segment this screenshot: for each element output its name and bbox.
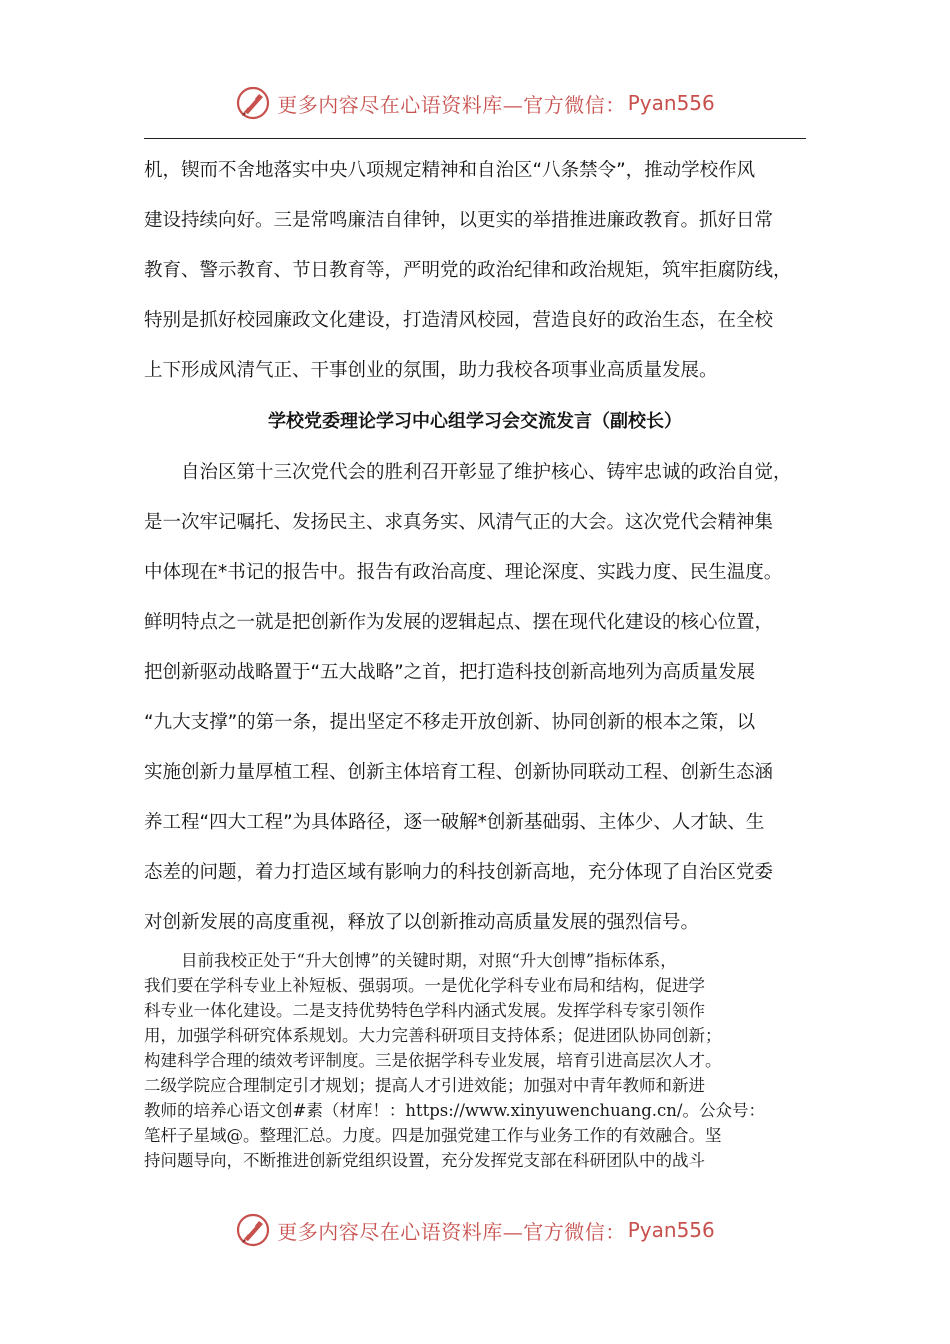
text-line: 上下形成风清气正、干事创业的氛围，助力我校各项事业高质量发展。	[144, 360, 718, 381]
text-line: 养工程“四大工程”为具体路径，逐一破解*创新基础弱、主体少、人才缺、生	[144, 812, 765, 833]
text-line: 特别是抓好校园廉政文化建设，打造清风校园，营造良好的政治生态，在全校	[144, 310, 774, 331]
text-line: 机，锲而不舍地落实中央八项规定精神和自治区“八条禁令”，推动学校作风	[144, 160, 756, 181]
banner-wechat-id: Pyan556	[627, 91, 715, 115]
text-line: 构建科学合理的绩效考评制度。三是依据学科专业发展，培育引进高层次人才。	[144, 1051, 722, 1070]
text-line: 把创新驱动战略置于“五大战略”之首，把打造科技创新高地列为高质量发展	[144, 662, 756, 683]
serif-paragraph	[144, 948, 806, 1173]
banner-text: 更多内容尽在心语资料库—官方微信：	[277, 92, 626, 117]
text-line: 教育、警示教育、节日教育等，严明党的政治纪律和政治规矩，筑牢拒腐防线，	[144, 260, 792, 281]
text-line: 持问题导向，不断推进创新党组织设置，充分发挥党支部在科研团队中的战斗	[144, 1151, 705, 1170]
text-line: 是一次牢记嘱托、发扬民主、求真务实、风清气正的大会。这次党代会精神集	[144, 512, 774, 533]
text-line: 中体现在*书记的报告中。报告有政治高度、理论深度、实践力度、民生温度。	[144, 562, 783, 583]
text-line: 实施创新力量厚植工程、创新主体培育工程、创新协同联动工程、创新生态涵	[144, 762, 774, 783]
header-divider	[144, 138, 806, 139]
text-line: 教师的培养心语文创#素（材库！：https://www.xinyuwenchuang.cn/。公众号：	[144, 1101, 765, 1120]
text-line: 目前我校正处于“升大创博”的关键时期，对照“升大创博”指标体系，	[181, 951, 677, 970]
quill-pen-icon	[235, 1212, 271, 1248]
text-line: 自治区第十三次党代会的胜利召开彰显了维护核心、铸牢忠诚的政治自觉，	[181, 462, 792, 483]
text-line: 我们要在学科专业上补短板、强弱项。一是优化学科专业布局和结构，促进学	[144, 976, 705, 995]
section-title: 学校党委理论学习中心组学习会交流发言（副校长）	[268, 411, 682, 432]
text-line: 建设持续向好。三是常鸣廉洁自律钟，以更实的举措推进廉政教育。抓好日常	[144, 210, 774, 231]
body-paragraph	[144, 458, 806, 958]
text-line: 鲜明特点之一就是把创新作为发展的逻辑起点、摆在现代化建设的核心位置，	[144, 612, 774, 633]
text-line: 态差的问题，着力打造区域有影响力的科技创新高地，充分体现了自治区党委	[144, 862, 774, 883]
intro-paragraph	[144, 156, 806, 406]
quill-pen-icon	[235, 85, 271, 121]
header-banner	[0, 78, 950, 128]
text-line: 笔杆子星域@。整理汇总。力度。四是加强党建工作与业务工作的有效融合。坚	[144, 1126, 722, 1145]
text-line: 用，加强学科研究体系规划。大力完善科研项目支持体系；促进团队协同创新；	[144, 1026, 722, 1045]
text-line: 二级学院应合理制定引才规划；提高人才引进效能；加强对中青年教师和新进	[144, 1076, 705, 1095]
text-line: 对创新发展的高度重视，释放了以创新推动高质量发展的强烈信号。	[144, 912, 700, 933]
text-line: “九大支撑”的第一条，提出坚定不移走开放创新、协同创新的根本之策，以	[144, 712, 756, 733]
text-line: 科专业一体化建设。二是支持优势特色学科内涵式发展。发挥学科专家引领作	[144, 1001, 705, 1020]
footer-banner	[0, 1205, 950, 1255]
banner-text: 更多内容尽在心语资料库—官方微信：	[277, 1219, 626, 1244]
banner-wechat-id: Pyan556	[627, 1218, 715, 1242]
